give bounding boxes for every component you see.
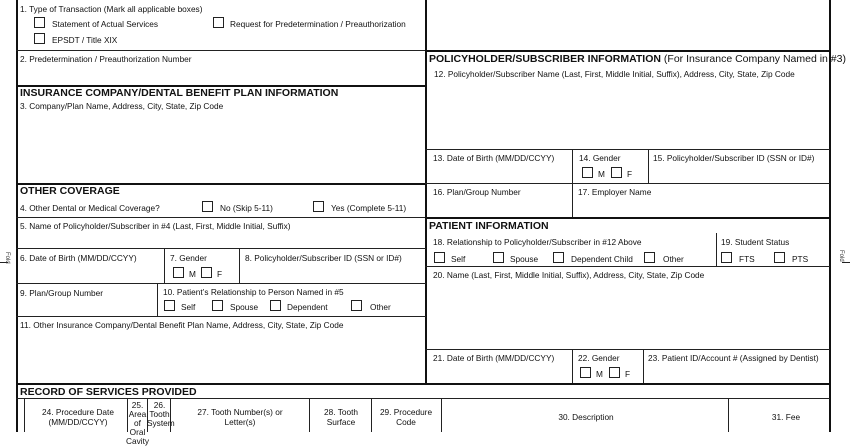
patient-account-id-label: 23. Patient ID/Account # (Assigned by Dentist) bbox=[648, 353, 819, 363]
other-gender-label: 7. Gender bbox=[170, 253, 207, 263]
other-policyholder-name-label: 5. Name of Policyholder/Subscriber in #4 (Last, First, Middle Initial, Suffix) bbox=[20, 221, 291, 231]
employer-name-label: 17. Employer Name bbox=[578, 187, 652, 197]
divider-v2 bbox=[239, 248, 240, 283]
epsdt-checkbox[interactable] bbox=[34, 33, 45, 44]
divider-v3 bbox=[157, 283, 158, 316]
divider-r3 bbox=[425, 183, 830, 184]
coverage-yes-checkbox[interactable] bbox=[313, 201, 324, 212]
col-line-5 bbox=[309, 398, 310, 432]
patient-rel-other-checkbox[interactable] bbox=[644, 252, 655, 263]
rel-self-checkbox[interactable] bbox=[164, 300, 175, 311]
coverage-no-checkbox[interactable] bbox=[202, 201, 213, 212]
col-line-7 bbox=[441, 398, 442, 432]
patient-rel-self-label: Self bbox=[451, 254, 466, 264]
patient-relationship-to-policyholder-label: 18. Relationship to Policyholder/Subscriber in #12 Above bbox=[433, 237, 642, 247]
other-gender-f-checkbox[interactable] bbox=[201, 267, 212, 278]
policyholder-id-label: 15. Policyholder/Subscriber ID (SSN or ID#) bbox=[653, 153, 815, 163]
other-plan-group-label: 9. Plan/Group Number bbox=[20, 288, 104, 298]
coverage-no-label: No (Skip 5-11) bbox=[220, 203, 273, 213]
col-procedure-code: 29. Procedure Code bbox=[379, 407, 433, 427]
divider-rv4 bbox=[572, 349, 573, 383]
divider-rv1 bbox=[572, 149, 573, 217]
other-insurance-company-label: 11. Other Insurance Company/Dental Benefit Plan Name, Address, City, State, Zip Code bbox=[20, 320, 344, 330]
services-heading: RECORD OF SERVICES PROVIDED bbox=[20, 386, 197, 398]
divider-rv3 bbox=[716, 233, 717, 266]
col-line-8 bbox=[728, 398, 729, 432]
patient-rel-spouse-label: Spouse bbox=[510, 254, 539, 264]
request-predetermination-label: Request for Predetermination / Preauthorization bbox=[230, 19, 406, 29]
rel-dependent-label: Dependent bbox=[287, 302, 328, 312]
column-divider bbox=[425, 0, 427, 383]
patient-gender-label: 22. Gender bbox=[578, 353, 620, 363]
divider-7 bbox=[16, 316, 426, 317]
other-coverage-heading: OTHER COVERAGE bbox=[20, 185, 120, 197]
coverage-yes-label: Yes (Complete 5-11) bbox=[331, 203, 407, 213]
col-tooth-numbers: 27. Tooth Number(s) or Letter(s) bbox=[197, 407, 283, 427]
epsdt-label: EPSDT / Title XIX bbox=[52, 35, 118, 45]
other-dob-label: 6. Date of Birth (MM/DD/CCYY) bbox=[20, 253, 137, 263]
divider-1 bbox=[16, 50, 426, 51]
col-tooth-surface: 28. Tooth Surface bbox=[324, 407, 358, 427]
student-fts-checkbox[interactable] bbox=[721, 252, 732, 263]
policyholder-plan-group-label: 16. Plan/Group Number bbox=[433, 187, 521, 197]
patient-relationship-label: 10. Patient’s Relationship to Person Named in #5 bbox=[163, 287, 344, 297]
request-predetermination-checkbox[interactable] bbox=[213, 17, 224, 28]
divider-6 bbox=[16, 283, 426, 284]
patient-rel-other-label: Other bbox=[663, 254, 684, 264]
other-subscriber-id-label: 8. Policyholder/Subscriber ID (SSN or ID#) bbox=[245, 253, 402, 263]
policyholder-gender-label: 14. Gender bbox=[579, 153, 621, 163]
patient-gender-m-label: M bbox=[596, 369, 603, 379]
policyholder-gender-m-label: M bbox=[598, 169, 605, 179]
other-gender-f-label: F bbox=[217, 269, 223, 279]
student-fts-label: FTS bbox=[739, 254, 755, 264]
col-line-6 bbox=[371, 398, 372, 432]
policyholder-gender-f-checkbox[interactable] bbox=[611, 167, 622, 178]
student-pts-checkbox[interactable] bbox=[774, 252, 785, 263]
patient-gender-m-checkbox[interactable] bbox=[580, 367, 591, 378]
insurance-heading: INSURANCE COMPANY/DENTAL BENEFIT PLAN INFORMATION bbox=[20, 87, 339, 99]
statement-actual-checkbox[interactable] bbox=[34, 17, 45, 28]
patient-rel-dependent-child-label: Dependent Child bbox=[571, 254, 633, 264]
col-procedure-date: 24. Procedure Date (MM/DD/CCYY) bbox=[42, 407, 114, 427]
divider-rv5 bbox=[643, 349, 644, 383]
policyholder-heading-sub: (For Insurance Company Named in #3) bbox=[663, 53, 846, 65]
patient-name-address-label: 20. Name (Last, First, Middle Initial, Suffix), Address, City, State, Zip Code bbox=[433, 270, 705, 280]
col-fee: 31. Fee bbox=[771, 412, 801, 422]
policyholder-gender-m-checkbox[interactable] bbox=[582, 167, 593, 178]
right-fold-mark bbox=[842, 262, 850, 263]
policyholder-heading bbox=[429, 53, 846, 65]
divider-5 bbox=[16, 248, 426, 249]
transaction-type-label: 1. Type of Transaction (Mark all applicable boxes) bbox=[20, 4, 203, 14]
patient-rel-spouse-checkbox[interactable] bbox=[493, 252, 504, 263]
patient-heading: PATIENT INFORMATION bbox=[429, 220, 549, 232]
other-gender-m-label: M bbox=[189, 269, 196, 279]
patient-rel-dependent-child-checkbox[interactable] bbox=[553, 252, 564, 263]
rel-dependent-checkbox[interactable] bbox=[270, 300, 281, 311]
company-plan-label: 3. Company/Plan Name, Address, City, State, Zip Code bbox=[20, 101, 224, 111]
col-description: 30. Description bbox=[558, 412, 614, 422]
col-line-1 bbox=[24, 398, 25, 432]
predetermination-number-label: 2. Predetermination / Preauthorization Number bbox=[20, 54, 192, 64]
divider-4 bbox=[16, 217, 426, 218]
rel-other-checkbox[interactable] bbox=[351, 300, 362, 311]
policyholder-name-label: 12. Policyholder/Subscriber Name (Last, First, Middle Initial, Suffix), Address, City, State, Zip Code bbox=[434, 69, 795, 79]
divider-r6 bbox=[425, 349, 830, 350]
policyholder-heading-main: POLICYHOLDER/SUBSCRIBER INFORMATION bbox=[429, 53, 661, 65]
other-gender-m-checkbox[interactable] bbox=[173, 267, 184, 278]
divider-r2 bbox=[425, 149, 830, 150]
patient-gender-f-label: F bbox=[625, 369, 631, 379]
policyholder-dob-label: 13. Date of Birth (MM/DD/CCYY) bbox=[433, 153, 555, 163]
patient-gender-f-checkbox[interactable] bbox=[609, 367, 620, 378]
other-coverage-question: 4. Other Dental or Medical Coverage? bbox=[20, 203, 160, 213]
left-fold-label: Fold bbox=[4, 252, 10, 264]
divider-rv2 bbox=[648, 149, 649, 183]
policyholder-gender-f-label: F bbox=[627, 169, 633, 179]
col-area-oral-cavity: 25. Area of Oral Cavity bbox=[126, 400, 150, 446]
rel-spouse-label: Spouse bbox=[230, 302, 259, 312]
rel-spouse-checkbox[interactable] bbox=[212, 300, 223, 311]
rel-self-label: Self bbox=[181, 302, 196, 312]
patient-dob-label: 21. Date of Birth (MM/DD/CCYY) bbox=[433, 353, 555, 363]
patient-rel-self-checkbox[interactable] bbox=[434, 252, 445, 263]
right-fold-label: Fold bbox=[838, 250, 844, 262]
divider-s2 bbox=[16, 398, 830, 399]
statement-actual-label: Statement of Actual Services bbox=[52, 19, 159, 29]
divider-s1 bbox=[16, 383, 830, 385]
divider-r4 bbox=[425, 217, 830, 219]
student-status-label: 19. Student Status bbox=[721, 237, 790, 247]
col-tooth-system: 26. Tooth System bbox=[147, 400, 175, 428]
divider-r5 bbox=[425, 266, 830, 267]
form-left-border bbox=[16, 0, 18, 432]
divider-v1 bbox=[164, 248, 165, 283]
divider-r1 bbox=[425, 50, 830, 52]
student-pts-label: PTS bbox=[792, 254, 809, 264]
rel-other-label: Other bbox=[370, 302, 391, 312]
